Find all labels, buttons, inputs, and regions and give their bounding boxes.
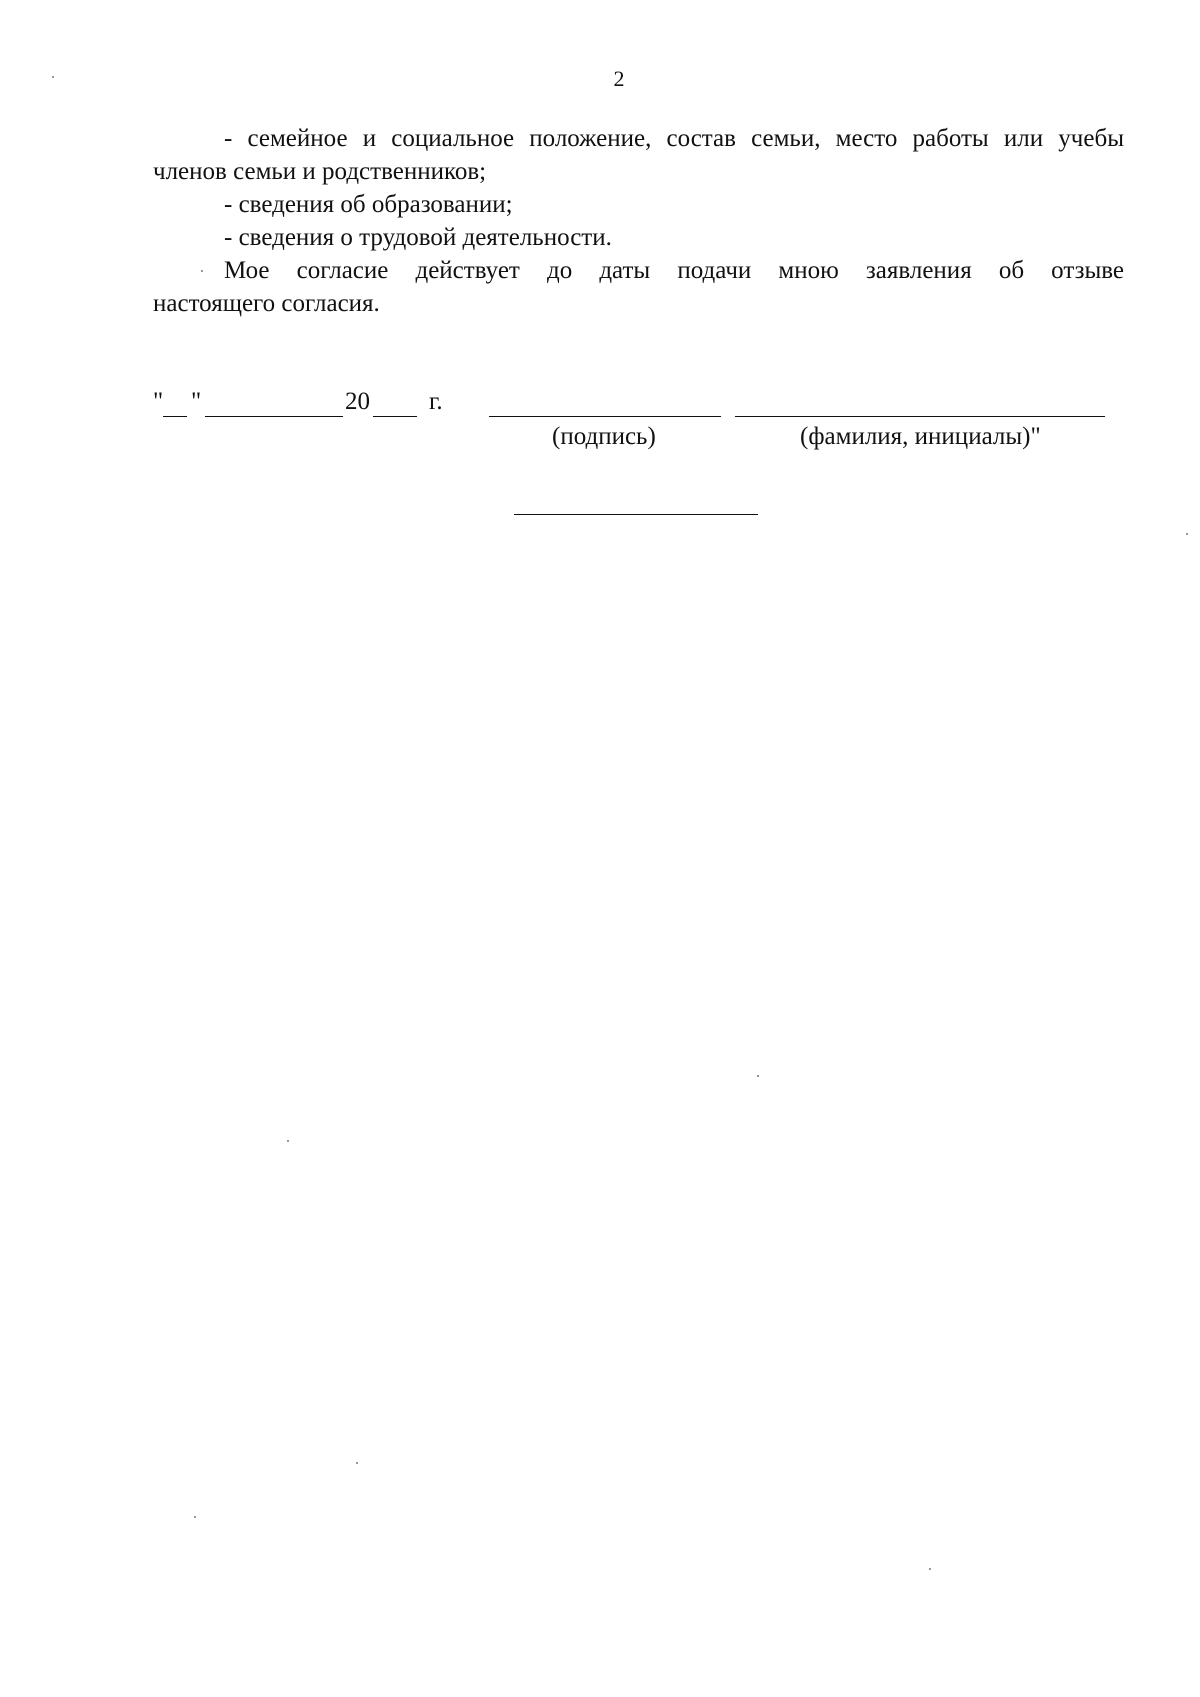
scan-speck — [929, 1568, 931, 1570]
list-item-family-line2: членов семьи и родственников; — [153, 158, 487, 185]
year-prefix: 20 — [345, 388, 370, 415]
scan-speck — [201, 270, 203, 272]
list-item-education: - сведения об образовании; — [224, 191, 513, 218]
year-suffix: г. — [429, 388, 443, 415]
signature-blank-line — [489, 416, 721, 417]
scan-speck — [194, 1516, 196, 1518]
date-quote-open: " — [153, 388, 164, 415]
date-quote-close: " — [191, 388, 202, 415]
page-number: 2 — [613, 66, 625, 91]
scan-speck — [757, 1075, 759, 1077]
list-item-family-line1: - семейное и социальное положение, состав семьи, место работы или учебы — [224, 125, 1124, 152]
day-blank-line — [163, 416, 187, 417]
year-blank-line — [373, 416, 417, 417]
month-blank-line — [205, 416, 343, 417]
name-blank-line — [735, 416, 1105, 417]
consent-paragraph-line2: настоящего согласия. — [153, 290, 380, 317]
scan-speck — [356, 1462, 358, 1464]
list-item-work: - сведения о трудовой деятельности. — [224, 224, 612, 251]
document-body — [153, 122, 1124, 320]
signature-caption: (подпись) — [552, 423, 656, 450]
scan-speck — [287, 1140, 289, 1142]
name-caption: (фамилия, инициалы)" — [800, 423, 1041, 450]
consent-paragraph-line1: Мое согласие действует до даты подачи мною заявления об отзыве — [224, 257, 1124, 284]
scan-speck — [1186, 533, 1188, 535]
end-of-document-rule — [514, 514, 758, 515]
scan-speck — [52, 76, 54, 78]
